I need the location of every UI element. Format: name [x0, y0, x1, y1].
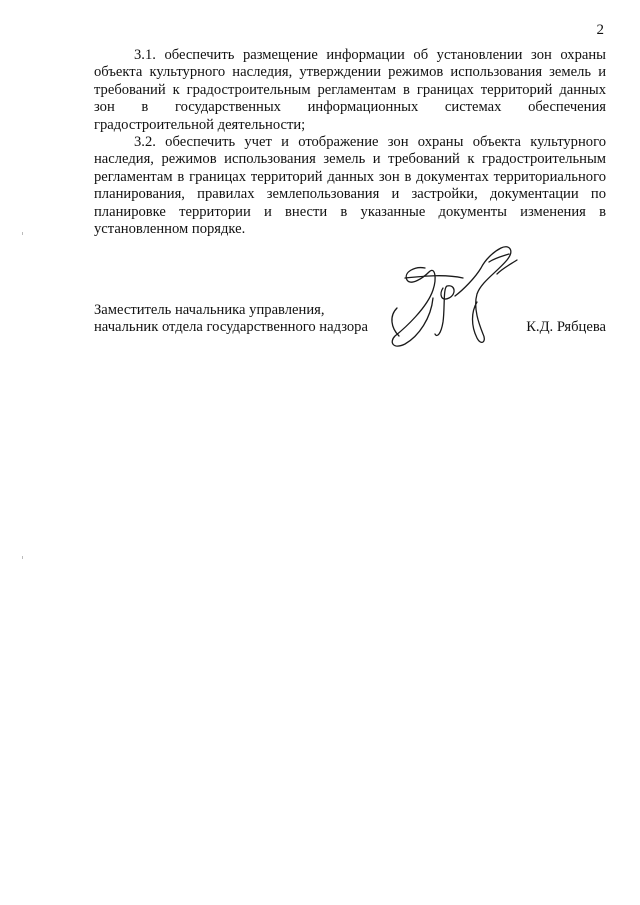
item-3-2: 3.2. обеспечить учет и отображение зон охраны объекта культурного наследия, режимов использования земель и требований к градостроительным регламентам в границах территорий данных зон в документах территориального планирования, правилах землепользования и застройки, документации по планировке территории и внести в указанные документы изменения в установленном порядке. [94, 134, 606, 238]
scan-artifact [22, 556, 23, 559]
signature-block [94, 302, 606, 372]
signatory-name: К.Д. Рябцева [526, 319, 606, 335]
handwritten-signature [385, 238, 525, 358]
position-line-2: начальник отдела государственного надзора [94, 319, 368, 336]
page-number: 2 [596, 22, 604, 38]
signatory-position [94, 302, 368, 337]
scan-artifact [22, 232, 23, 235]
item-3-1: 3.1. обеспечить размещение информации об установлении зон охраны объекта культурного наследия, утверждении режимов использования земель и требований к градостроительным регламентам в границах территорий данных зон в государственных информационных системах обеспечения градостроительной деятельности; [94, 47, 606, 133]
document-body [94, 47, 606, 238]
position-line-1: Заместитель начальника управления, [94, 302, 325, 318]
